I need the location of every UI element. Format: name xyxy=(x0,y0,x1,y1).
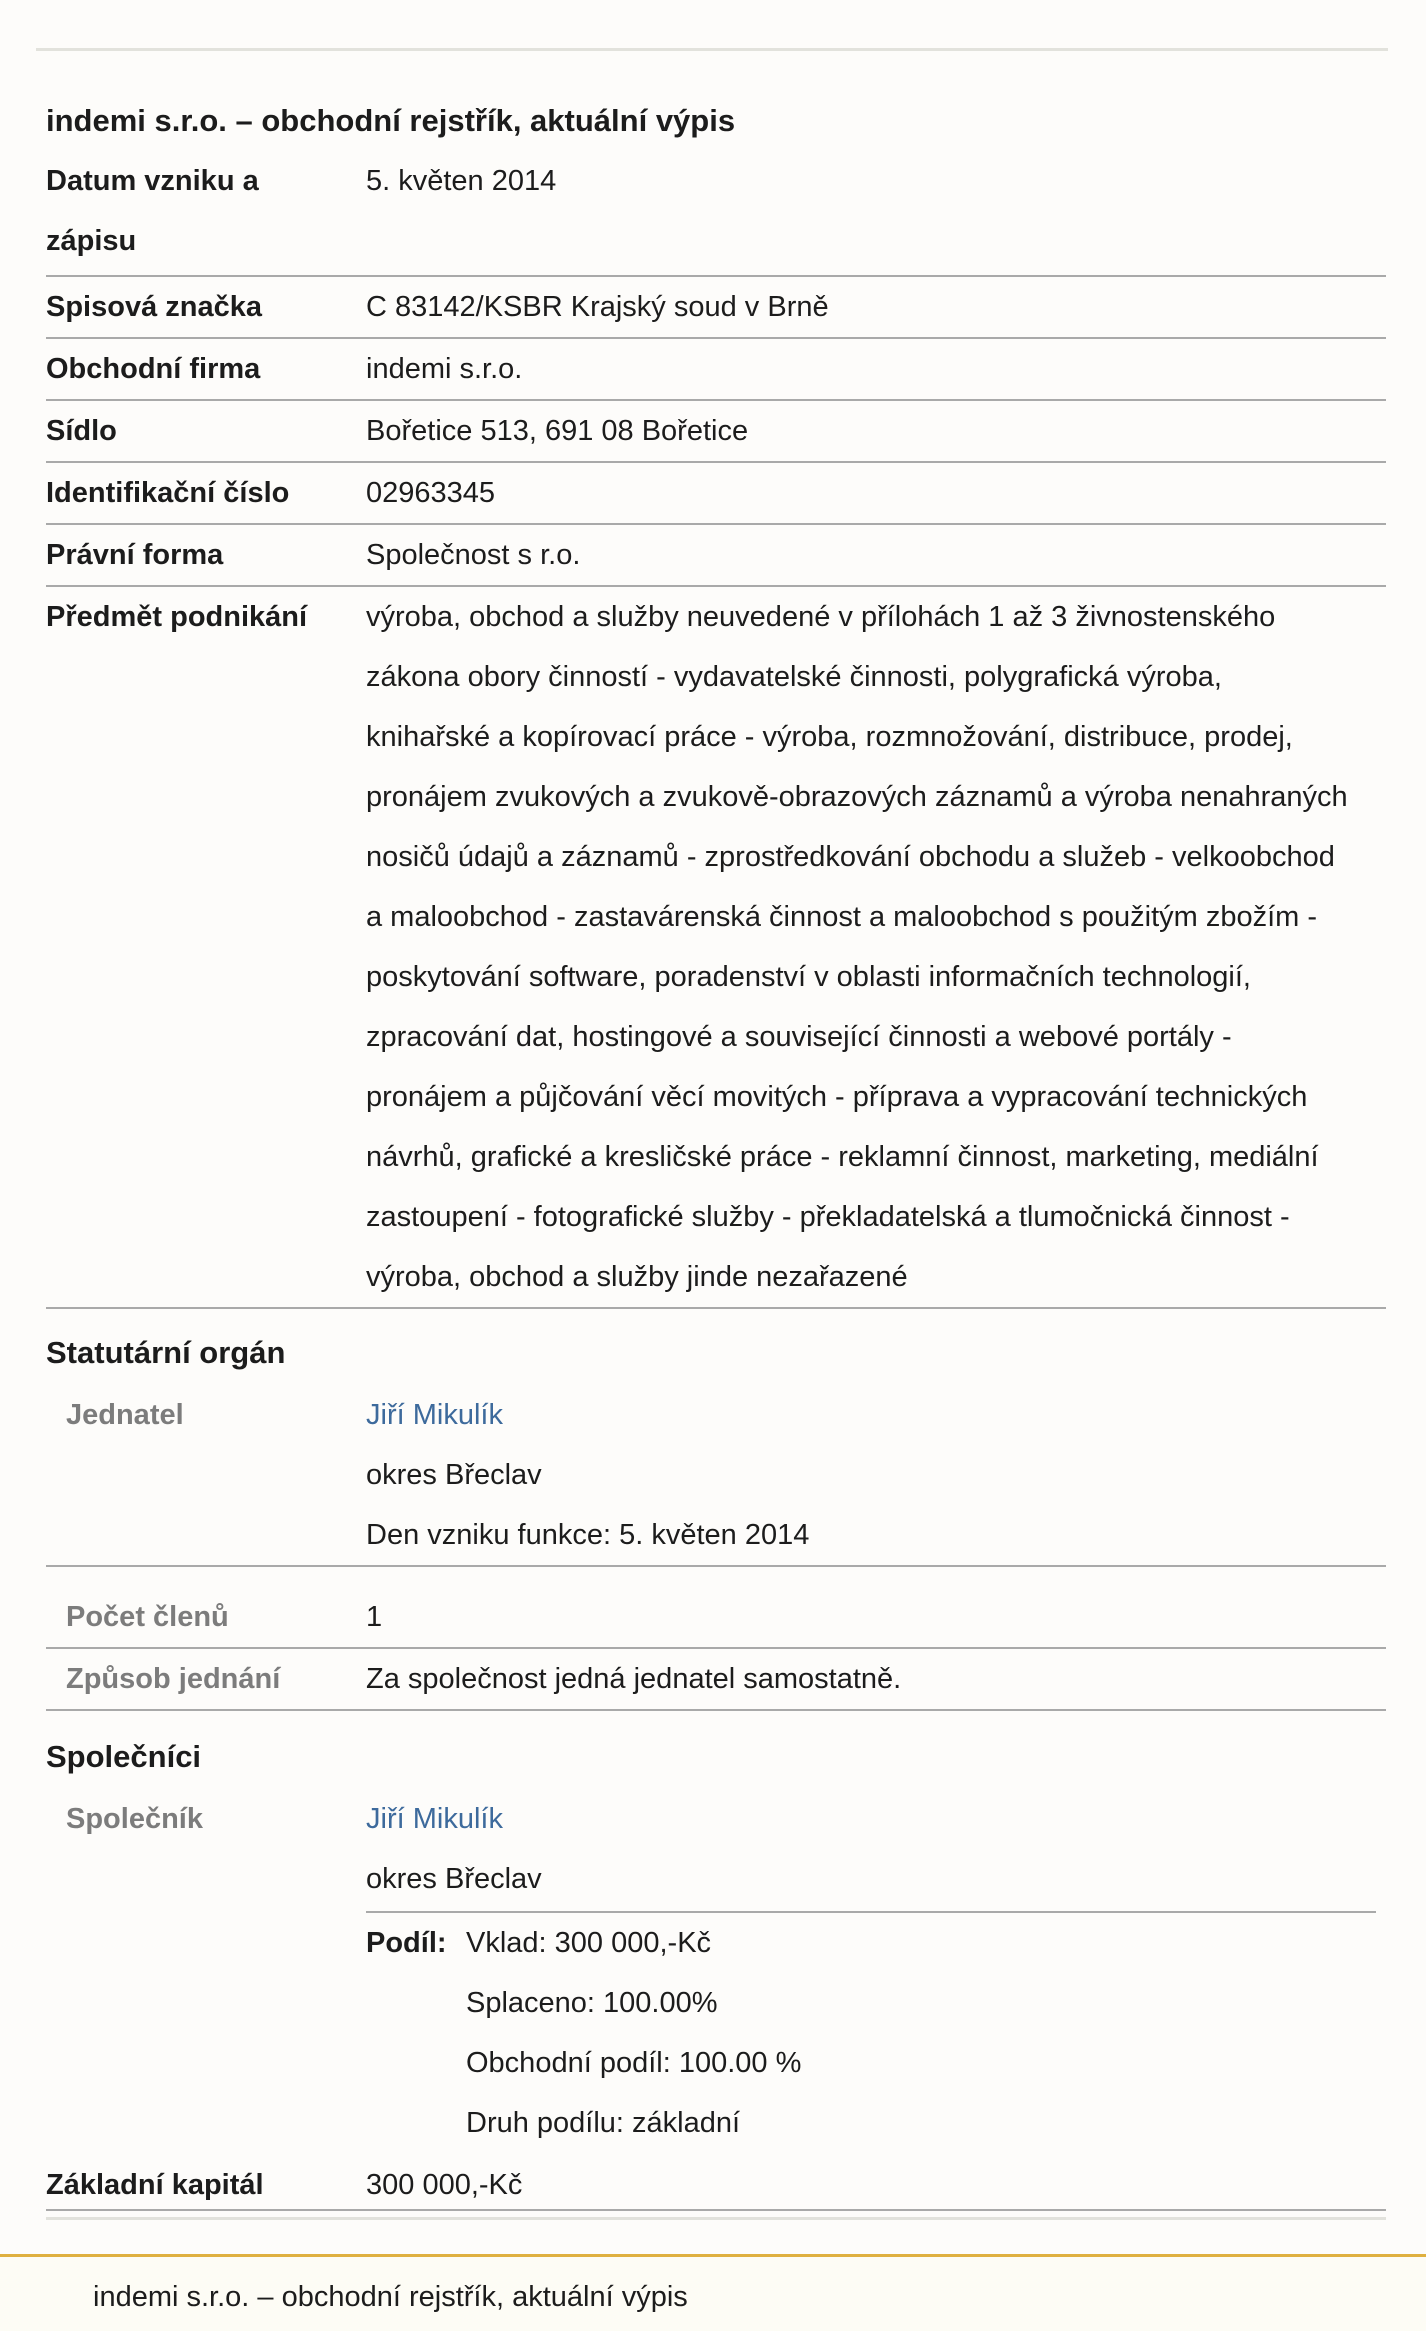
value-zpusob-jednani: Za společnost jedná jednatel samostatně. xyxy=(366,1663,902,1695)
label-pocet-clenu: Počet členů xyxy=(66,1601,229,1633)
value-identifikacni-cislo: 02963345 xyxy=(366,477,496,509)
spolecnik-name-link[interactable]: Jiří Mikulík xyxy=(366,1803,503,1835)
row-spisova-znacka xyxy=(46,277,1386,339)
value-datum-vzniku: 5. květen 2014 xyxy=(366,165,557,197)
registry-extract xyxy=(36,48,1388,2201)
row-predmet-podnikani xyxy=(46,587,1386,1309)
row-zpusob-jednani xyxy=(46,1649,1386,1711)
value-zakladni-kapital: 300 000,-Kč xyxy=(366,2169,523,2201)
jednatel-name-link[interactable]: Jiří Mikulík xyxy=(366,1399,503,1431)
label-spolecnik: Společník xyxy=(66,1803,203,1835)
label-zpusob-jednani: Způsob jednání xyxy=(66,1663,281,1695)
page-title: indemi s.r.o. – obchodní rejstřík, aktuální výpis xyxy=(46,103,736,138)
jednatel-den-vzniku-funkce: Den vzniku funkce: 5. květen 2014 xyxy=(366,1519,810,1551)
value-spolecnik xyxy=(366,1789,1391,1909)
section-statutarni-organ: Statutární orgán xyxy=(46,1335,286,1370)
label-jednatel: Jednatel xyxy=(66,1399,184,1431)
value-obchodni-firma: indemi s.r.o. xyxy=(366,353,523,385)
section-spolecnici: Společníci xyxy=(46,1739,202,1774)
row-identifikacni-cislo xyxy=(46,463,1386,525)
podil-details: Vklad: 300 000,-Kč Splaceno: 100.00% Obchodní podíl: 100.00 % Druh podílu: základní xyxy=(466,1927,802,2139)
row-datum-vzniku xyxy=(46,151,1386,277)
label-zakladni-kapital: Základní kapitál xyxy=(46,2169,264,2201)
footer-text: indemi s.r.o. – obchodní rejstřík, aktuální výpis xyxy=(93,2281,688,2313)
footer xyxy=(0,2254,1426,2331)
value-predmet-podnikani: výroba, obchod a služby neuvedené v přílohách 1 až 3 živnostenského zákona obory činností - vydavatelské činnosti, polygrafická výroba, knihařské a kopírovací práce - výroba, rozmnožování, distribuce, prodej, pronájem zvukových a zvukově-obrazových záznamů a výroba nenahraných nosičů údajů a záznamů - zprostředkování obchodu a služeb - velkoobchod a maloobchod - zastavárenská činnost a maloobchod s použitým zbožím - poskytování software, poradenství v oblasti informačních technologií, zpracování dat, hostingové a související činnosti a webové portály - pronájem a půjčování věcí movitých - příprava a vypracování technických návrhů, grafické a kresličské práce - reklamní činnost, marketing, mediální zastoupení - fotografické služby - překladatelská a tlumočnická činnost - výroba, obchod a služby jinde nezařazené xyxy=(366,601,1348,1293)
podil-block xyxy=(366,1913,1376,2153)
value-jednatel xyxy=(366,1385,1391,1565)
label-identifikacni-cislo: Identifikační číslo xyxy=(46,477,290,509)
row-pravni-forma xyxy=(46,525,1386,587)
label-datum-vzniku: Datum vzniku a zápisu xyxy=(46,165,259,257)
value-sidlo: Bořetice 513, 691 08 Bořetice xyxy=(366,415,749,447)
jednatel-okres: okres Břeclav xyxy=(366,1459,542,1491)
row-zakladni-kapital xyxy=(46,2155,1386,2215)
label-obchodni-firma: Obchodní firma xyxy=(46,353,261,385)
spolecnik-okres: okres Břeclav xyxy=(366,1863,542,1895)
label-spisova-znacka: Spisová značka xyxy=(46,291,262,323)
end-divider xyxy=(46,2217,1386,2220)
value-pravni-forma: Společnost s r.o. xyxy=(366,539,581,571)
value-spisova-znacka: C 83142/KSBR Krajský soud v Brně xyxy=(366,291,829,323)
row-obchodni-firma xyxy=(46,339,1386,401)
label-pravni-forma: Právní forma xyxy=(46,539,224,571)
row-sidlo xyxy=(46,401,1386,463)
label-sidlo: Sídlo xyxy=(46,415,117,447)
value-pocet-clenu: 1 xyxy=(366,1601,383,1633)
label-predmet-podnikani: Předmět podnikání xyxy=(46,601,308,633)
row-jednatel xyxy=(46,1385,1386,1567)
row-pocet-clenu xyxy=(46,1587,1386,1649)
podil-label: Podíl: xyxy=(366,1927,447,1959)
